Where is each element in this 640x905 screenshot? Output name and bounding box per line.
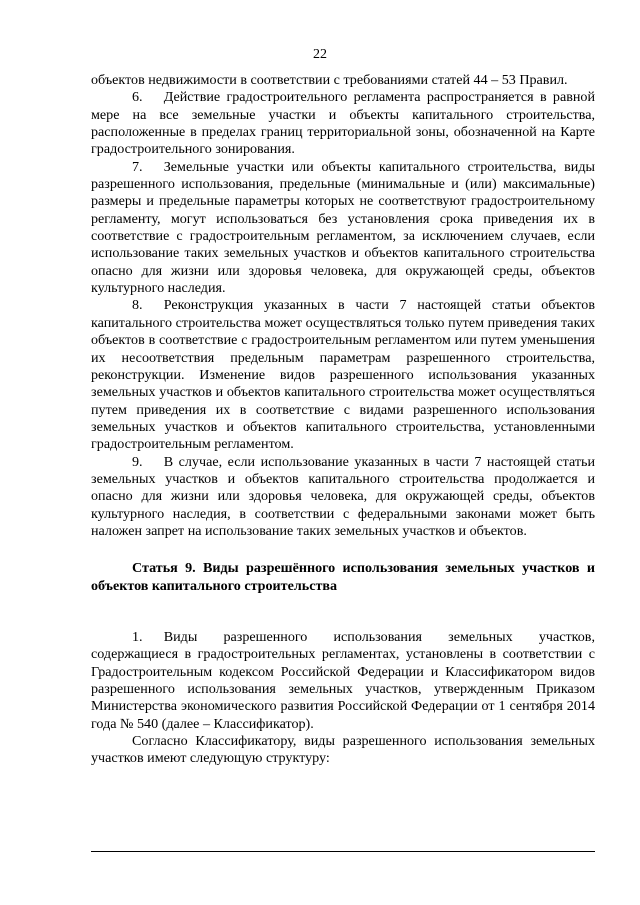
- paragraph-7: 7. Земельные участки или объекты капитального строительства, виды разрешенного использования, предельные (минимальные и (или) максимальные) размеры и предельные параметры которых не соответствуют градостроительному регламенту, могут использоваться без установления срока приведения их в соответствие с градостроительным регламентом, за исключением случаев, если использование таких земельных участков и объектов капитального строительства опасно для жизни или здоровья человека, для окружающей среды, объектов культурного наследия.: [91, 158, 595, 297]
- article-9-paragraph-classifier: Согласно Классификатору, виды разрешенного использования земельных участков имеют следующую структуру:: [91, 733, 595, 767]
- paragraph-9: 9. В случае, если использование указанных в части 7 настоящей статьи земельных участков и объектов капитального строительства продолжается и опасно для жизни или здоровья человека, для окружающей среды, объектов культурного наследия, в соответствии с федеральными законами может быть наложен запрет на использование таких земельных участков и объектов.: [91, 453, 595, 539]
- page-number: 22: [313, 47, 327, 62]
- footer-divider: [91, 851, 595, 852]
- document-body: [91, 72, 595, 768]
- article-9-paragraph-1: 1. Виды разрешенного использования земельных участков, содержащиеся в градостроительных регламентах, установлены в соответствии с Градостроительным кодексом Российской Федерации и Классификатором видов разрешенного использования земельных участков, утвержденным Приказом Министерства экономического развития Российской Федерации от 1 сентября 2014 года № 540 (далее – Классификатор).: [91, 628, 595, 732]
- paragraph-continuation: объектов недвижимости в соответствии с требованиями статей 44 – 53 Правил.: [91, 72, 568, 88]
- paragraph-8: 8. Реконструкция указанных в части 7 настоящей статьи объектов капитального строительства может осуществляться только путем приведения таких объектов в соответствие с градостроительным регламентом или путем уменьшения их несоответствия предельным параметрам разрешенного строительства, реконструкции. Изменение видов разрешенного использования указанных земельных участков и объектов капитального строительства может осуществляться путем приведения их в соответствие с видами разрешенного использования земельных участков и объектов капитального строительства, установленными градостроительным регламентом.: [91, 297, 595, 453]
- article-heading: Статья 9. Виды разрешённого использования земельных участков и объектов капитального строительства: [91, 560, 595, 594]
- paragraph-6: 6. Действие градостроительного регламента распространяется в равной мере на все земельные участки и объекты капитального строительства, расположенные в пределах границ территориальной зоны, обозначенной на Карте градостроительного зонирования.: [91, 89, 595, 158]
